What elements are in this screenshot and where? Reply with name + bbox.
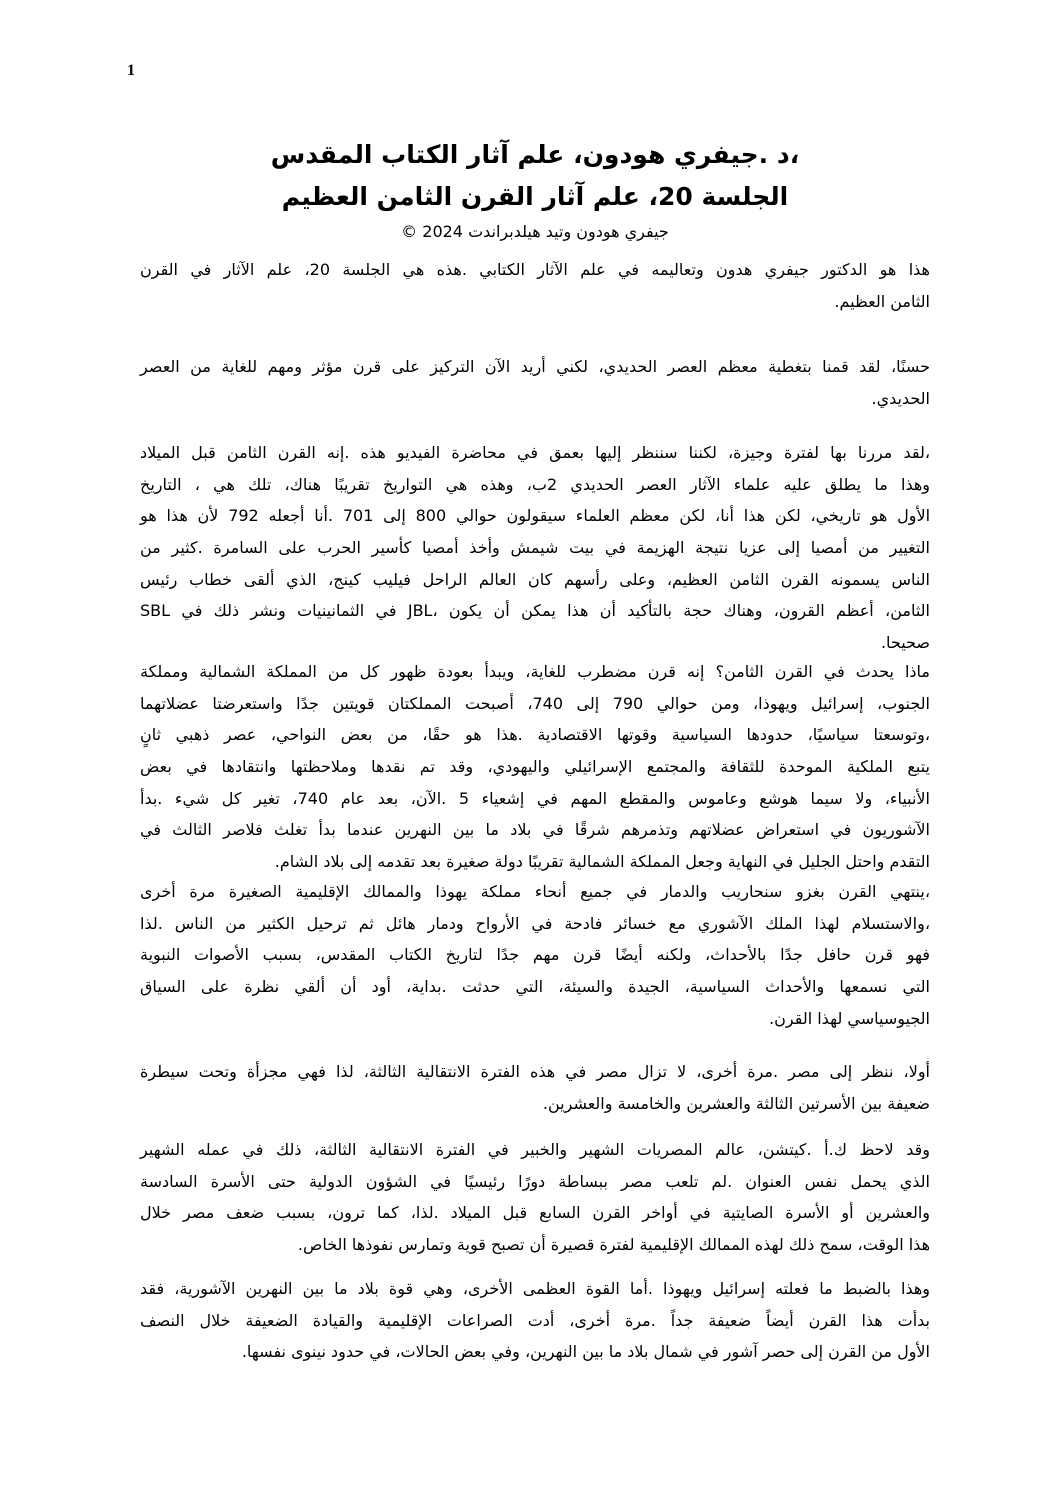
- paragraph-1: [140, 254, 930, 317]
- text-line: صحيحا.: [880, 633, 930, 653]
- paragraph-7: [140, 1134, 930, 1261]
- text-line: بدأت هذا القرن أيضاً ضعيفة جداً .مرة أخرى، أدت الصراعات الإقليمية والقيادة الضعيفة خلال النصف: [140, 1310, 930, 1330]
- text-line: يتبع الملكية الموحدة للثقافة والمجتمع الإسرائيلي واليهودي، وقد تم نقدها وملاحظتها وانتقادها في بعض: [140, 757, 930, 777]
- text-line: وهذا ما يطلق عليه علماء الآثار العصر الحديدي 2ب، وهذه هي التواريخ تقريبًا هناك، تلك هي ، التاريخ: [140, 474, 931, 494]
- text-line: الأول هو تاريخي، لكن هذا أنا، لكن معظم العلماء سيقولون حوالي 800 إلى 701 .أنا أجعله 792 لأن هذا هو: [140, 506, 931, 526]
- text-line: ،لقد مررنا بها لفترة وجيزة، لكننا سننظر إليها بعمق في محاضرة الفيديو هذه .إنه القرن الثامن قبل الميلاد: [140, 443, 930, 462]
- text-line: التقدم واحتل الجليل في النهاية وجعل المملكة الشمالية تقريبًا دولة صغيرة بعد تقدمه إلى بلاد الشام.: [274, 852, 930, 872]
- text-line: أولا، ننظر إلى مصر .مرة أخرى، لا تزال مصر في هذه الفترة الانتقالية الثالثة، لذا فهي مجزأة وتحت سيطرة: [140, 1062, 930, 1081]
- text-line: الثامن، أعظم القرون، وهناك حجة بالتأكيد أن هذا يمكن أن يكون ،JBL في الثمانينيات ونشر ذلك في SBL: [140, 601, 930, 621]
- text-line: هذا هو الدكتور جيفري هدون وتعاليمه في علم الآثار الكتابي .هذه هي الجلسة 20، علم الآثار في القرن: [140, 260, 930, 279]
- text-line: ،وتوسعتا سياسيًا، حدودها السياسية وقوتها الاقتصادية .هذا هو حقًا، من بعض النواحي، عصر ذهبي ثانٍ: [140, 725, 930, 745]
- text-line: التغيير من أمصيا إلى عزيا نتيجة الهزيمة في بيت شيمش وأخذ أمصيا كأسير الحرب على السامرة .كثير من: [140, 538, 930, 558]
- text-line: الناس يسمونه القرن الثامن العظيم، وعلى رأسهم كان العالم الراحل فيليب كينج، الذي ألقى خطاب رئيس: [140, 569, 930, 589]
- text-line: وقد لاحظ ك.أ .كيتشن، عالم المصريات الشهير والخبير في الفترة الانتقالية الثالثة، ذلك في عمله الشهير: [140, 1140, 930, 1159]
- text-line: الآشوريون في استعراض عضلاتهم وتذمرهم شرقًا في بلاد ما بين النهرين عندما بدأ تغلث فلاصر الثالث في: [140, 820, 930, 840]
- text-line: الأنبياء، ولا سيما هوشع وعاموس والمقطع المهم في إشعياء 5 .الآن، بعد عام 740، تغير كل شيء .بدأ: [140, 788, 930, 808]
- text-line: الحديدي.: [871, 388, 930, 408]
- text-line: الأول من القرن إلى حصر آشور في شمال بلاد ما بين النهرين، وفي بعض الحالات، في حدود نينوى نفسها.: [241, 1342, 930, 1362]
- paragraph-5: [140, 876, 930, 1034]
- text-line: وهذا بالضبط ما فعلته إسرائيل ويهوذا .أما القوة العظمى الأخرى، وهي قوة بلاد ما بين النهرين الآشورية، فقد: [140, 1279, 930, 1298]
- document-title-line-1: ،د .جيفري هودون، علم آثار الكتاب المقدس: [270, 140, 800, 169]
- page-number: 1: [127, 62, 135, 79]
- text-line: فهو قرن حافل جدًا بالأحداث، ولكنه أيضًا قرن مهم جدًا لتاريخ الكتاب المقدس، بسبب الأصوات النبوية: [140, 945, 930, 965]
- document-title-line-2: الجلسة 20، علم آثار القرن الثامن العظيم: [281, 182, 789, 211]
- text-line: الجيوسياسي لهذا القرن.: [769, 1008, 930, 1028]
- text-line: ماذا يحدث في القرن الثامن؟ إنه قرن مضطرب للغاية، ويبدأ بعودة ظهور كل من المملكة الشمالية ومملكة: [140, 662, 930, 681]
- text-line: والعشرين أو الأسرة الصايتية في أواخر القرن السابع قبل الميلاد .لذا، كما ترون، بسبب ضعف مصر خلال: [140, 1203, 930, 1223]
- copyright-line: جيفري هودون وتيد هيلدبراندت 2024 ©: [401, 222, 669, 241]
- text-line: الثامن العظيم.: [834, 291, 930, 311]
- paragraph-3: [140, 437, 930, 659]
- text-line: ضعيفة بين الأسرتين الثالثة والعشرين والخامسة والعشرين.: [542, 1093, 930, 1113]
- paragraph-2: [140, 351, 930, 414]
- text-line: الجنوب، إسرائيل ويهوذا، ومن حوالي 790 إلى 740، أصبحت المملكتان قويتين جدًا واستعرضتا عضلاتهما: [140, 693, 931, 713]
- text-line: التي نسمعها والأحداث السياسية، الجيدة والسيئة، التي حدثت .بداية، أود أن ألقي نظرة على السياق: [140, 977, 930, 997]
- text-line: حسنًا، لقد قمنا بتغطية معظم العصر الحديدي، لكني أريد الآن التركيز على قرن مؤثر ومهم للغاية من العصر: [140, 357, 930, 376]
- paragraph-4: [140, 656, 930, 878]
- paragraph-6: [140, 1056, 930, 1119]
- text-line: الذي يحمل نفس العنوان .لم تلعب مصر ببساطة دورًا رئيسيًا في الشؤون الدولية حتى الأسرة السادسة: [140, 1171, 930, 1191]
- paragraph-8: [140, 1273, 930, 1368]
- text-line: ،ينتهي القرن بغزو سنحاريب والدمار في جميع أنحاء مملكة يهوذا والممالك الإقليمية الصغيرة مرة أخرى: [140, 882, 930, 901]
- text-line: ،والاستسلام لهذا الملك الآشوري مع خسائر فادحة في الأرواح ودمار هائل ثم ترحيل الكثير من الناس .لذا: [140, 913, 930, 933]
- text-line: هذا الوقت، سمح ذلك لهذه الممالك الإقليمية لفترة قصيرة أن تصبح قوية وتمارس نفوذها الخاص.: [297, 1235, 930, 1255]
